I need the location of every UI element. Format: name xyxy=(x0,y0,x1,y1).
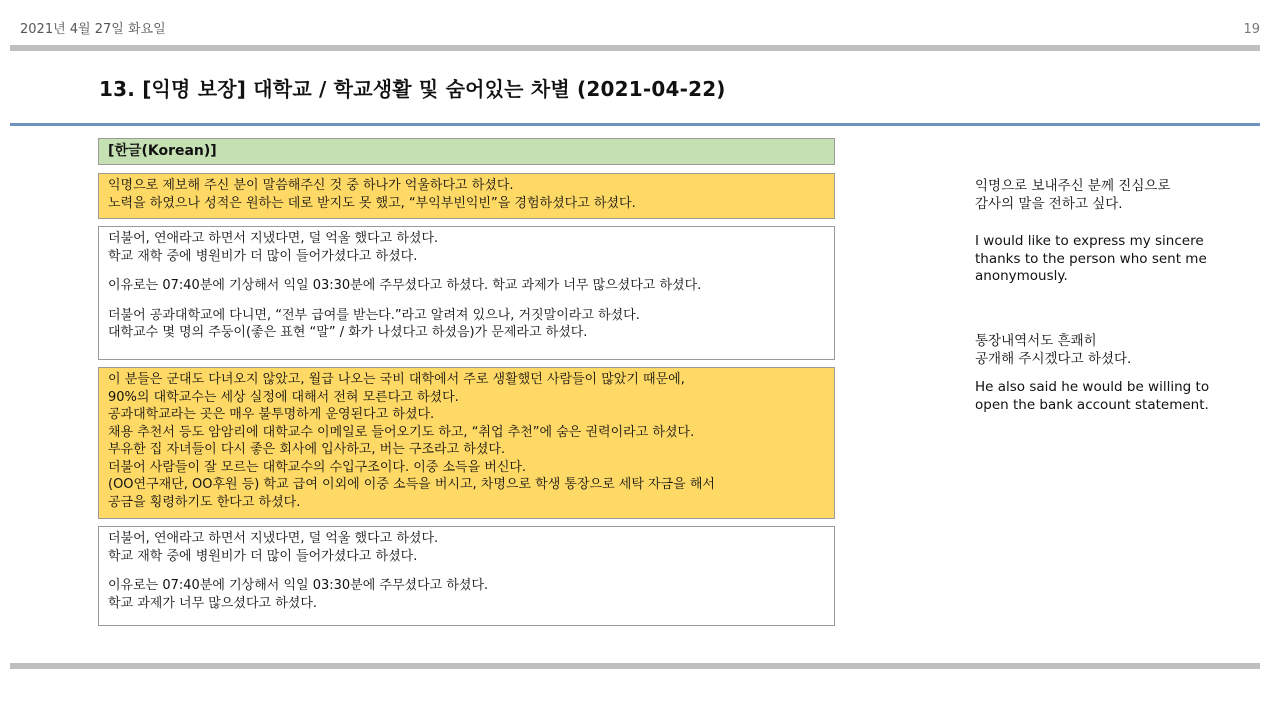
text-line: 부유한 집 자녀들이 다시 좋은 회사에 입사하고, 버는 구조라고 하셨다. xyxy=(108,442,506,457)
bottom-divider xyxy=(10,663,1260,669)
side-line: He also said he would be willing to xyxy=(975,379,1210,395)
text-line: 이유로는 07:40분에 기상해서 익일 03:30분에 주무셨다고 하셨다. xyxy=(108,578,489,593)
side-line: I would like to express my sincere xyxy=(975,233,1204,249)
side-line: 통장내역서도 흔쾌히 xyxy=(975,333,1097,349)
text-line: 학교 재학 중에 병원비가 더 많이 들어가셨다고 하셨다. xyxy=(108,548,418,564)
text-box-1 xyxy=(98,173,835,219)
text-line: 학교 과제가 너무 많으셨다고 하셨다. xyxy=(108,595,318,611)
blank-line xyxy=(108,265,825,277)
side-line: 감사의 말을 전하고 싶다. xyxy=(975,195,1123,212)
side-line: anonymously. xyxy=(975,268,1068,284)
text-line: 더불어 공과대학교에 다니면, “전부 급여를 받는다.”라고 알려져 있으나, 거짓말이라고 하셨다. xyxy=(108,307,640,323)
text-box-3 xyxy=(98,367,835,519)
text-line: 이유로는 07:40분에 기상해서 익일 03:30분에 주무셨다고 하셨다. 학교 과제가 너무 많으셨다고 하셨다. xyxy=(108,278,702,293)
text-line: 공과대학교라는 곳은 매우 불투명하게 운영된다고 하셨다. xyxy=(108,407,435,422)
text-line: (OO연구재단, OO후원 등) 학교 급여 이외에 이중 소득을 버시고, 차명으로 학생 통장으로 세탁 자금을 해서 xyxy=(108,477,715,492)
title-underline xyxy=(10,123,1260,126)
text-line: 공금을 횡령하기도 한다고 하셨다. xyxy=(108,494,301,510)
section-label: [한글(Korean)] xyxy=(98,138,835,165)
side-note-statement-ko xyxy=(975,333,1245,368)
text-line: 90%의 대학교수는 세상 실정에 대해서 전혀 모른다고 하셨다. xyxy=(108,389,459,405)
page-number: 19 xyxy=(1243,22,1260,37)
text-line: 학교 재학 중에 병원비가 더 많이 들어가셨다고 하셨다. xyxy=(108,248,418,264)
text-line: 대학교수 몇 명의 주둥이(좋은 표현 “말” / 화가 나셨다고 하셨음)가 문제라고 하셨다. xyxy=(108,325,588,340)
text-line: 채용 추천서 등도 암암리에 대학교수 이메일로 들어오기도 하고, “취업 추천”에 숨은 권력이라고 하셨다. xyxy=(108,424,695,440)
side-note-statement-en xyxy=(975,379,1245,414)
text-line: 노력을 하였으나 성적은 원하는 데로 받지도 못 했고, “부익부빈익빈”을 경험하셨다고 하셨다. xyxy=(108,195,636,211)
text-line: 익명으로 제보해 주신 분이 말씀해주신 것 중 하나가 억울하다고 하셨다. xyxy=(108,178,514,193)
text-line: 더불어 사람들이 잘 모르는 대학교수의 수입구조이다. 이중 소득을 버신다. xyxy=(108,459,527,475)
side-line: 익명으로 보내주신 분께 진심으로 xyxy=(975,178,1171,194)
text-line: 더불어, 연애라고 하면서 지냈다면, 덜 억울 했다고 하셨다. xyxy=(108,231,439,246)
text-box-4 xyxy=(98,526,835,626)
page-title: 13. [익명 보장] 대학교 / 학교생활 및 숨어있는 차별 (2021-04-22) xyxy=(99,77,726,101)
side-note-thanks-en xyxy=(975,233,1245,286)
side-line: thanks to the person who sent me xyxy=(975,250,1207,267)
text-line: 더불어, 연애라고 하면서 지냈다면, 덜 억울 했다고 하셨다. xyxy=(108,531,439,546)
blank-line xyxy=(108,295,825,307)
text-box-2 xyxy=(98,226,835,360)
side-note-thanks-ko xyxy=(975,178,1245,213)
blank-line xyxy=(108,565,825,577)
header-date: 2021년 4월 27일 화요일 xyxy=(20,22,166,37)
side-line: 공개해 주시겠다고 하셨다. xyxy=(975,350,1132,367)
text-line: 이 분들은 군대도 다녀오지 않았고, 월급 나오는 국비 대학에서 주로 생활했던 사람들이 많았기 때문에, xyxy=(108,372,685,387)
side-line: open the bank account statement. xyxy=(975,396,1209,413)
top-divider xyxy=(10,45,1260,51)
